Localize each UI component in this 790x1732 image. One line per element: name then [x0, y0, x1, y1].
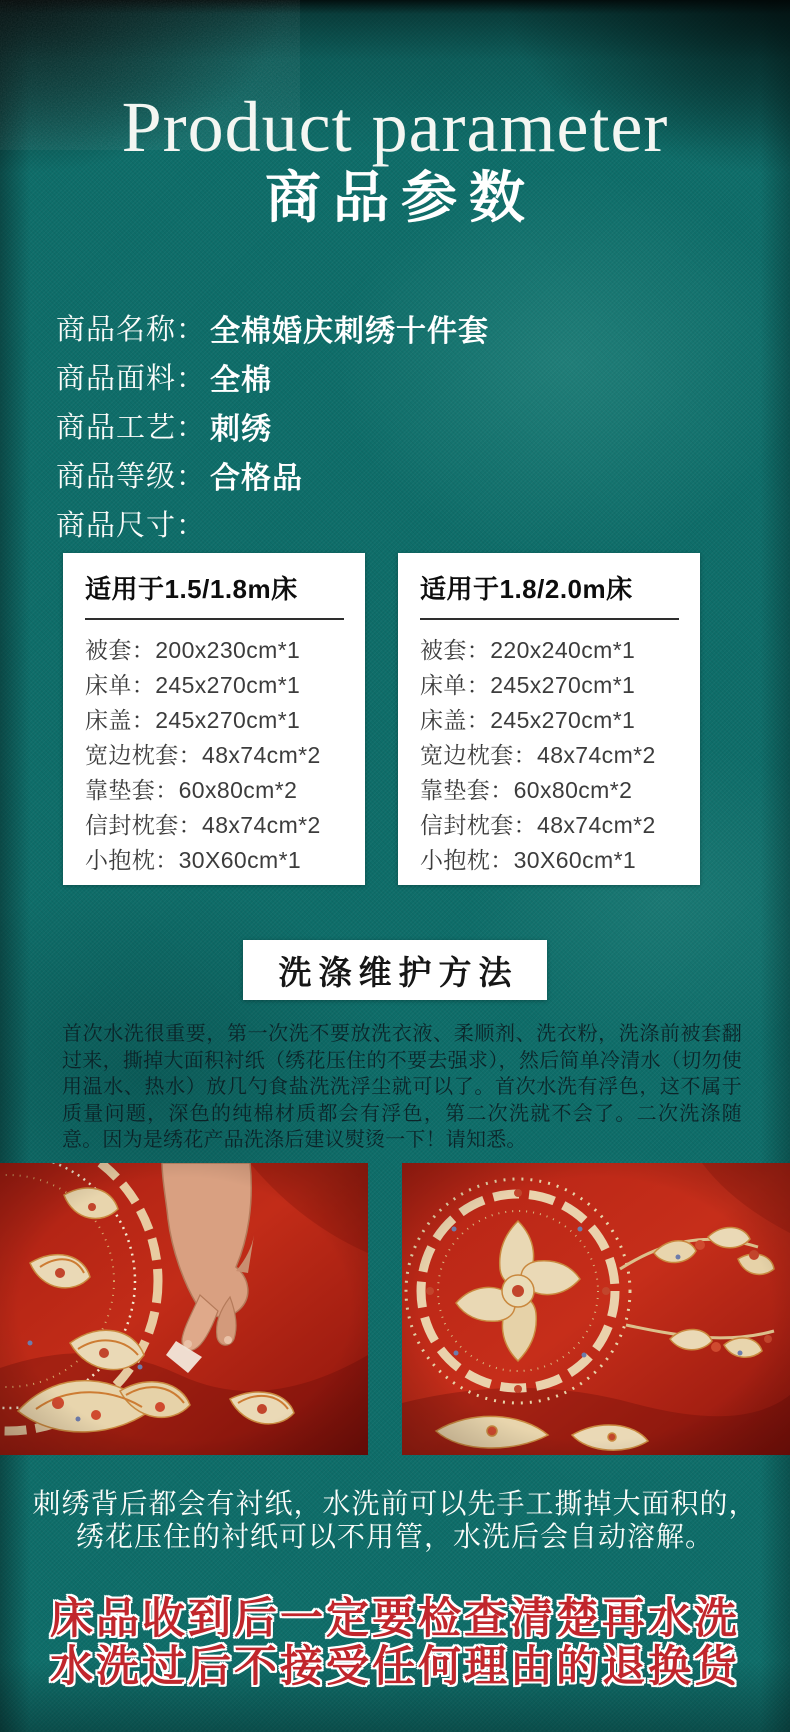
size-line: 小抱枕：30X60cm*1 — [85, 847, 302, 873]
size-line: 床单：245x270cm*1 — [85, 672, 301, 698]
warning-line-2: 水洗过后不接受任何理由的退换货 — [50, 1644, 740, 1691]
care-instructions: 首次水洗很重要，第一次洗不要放洗衣液、柔顺剂、洗衣粉，洗涤前被套翻过来，撕掉大面积衬纸（绣花压住的不要去强求），然后简单冷清水（切勿使用温水、热水）放几勺食盐洗洗浮尘就可以了。首次水洗有浮色，这不属于质量问题，深色的纯棉材质都会有浮色，第二次洗就不会了。二次洗涤随意。因为是绣花产品洗涤后建议熨烫一下！请知悉。 — [62, 1023, 742, 1152]
info-row-size — [56, 499, 489, 548]
info-label: 商品工艺： — [56, 412, 207, 444]
size-line: 信封枕套：48x74cm*2 — [420, 812, 656, 838]
care-method-title: 洗涤维护方法 — [278, 955, 519, 992]
info-row-fabric — [56, 352, 489, 401]
page-title-chinese: 商品参数 — [265, 168, 537, 230]
size-line: 被套：200x230cm*1 — [85, 637, 301, 663]
warning-text — [0, 1596, 790, 1692]
size-line: 床单：245x270cm*1 — [420, 672, 636, 698]
care-method-title-box — [243, 940, 547, 1000]
info-row-craft — [56, 401, 489, 450]
product-info-list — [56, 303, 489, 548]
info-value: 合格品 — [210, 461, 304, 495]
info-row-grade — [56, 450, 489, 499]
size-line-list — [85, 633, 347, 878]
info-value: 刺绣 — [210, 412, 273, 446]
embroidery-medallion-illustration — [402, 1163, 790, 1455]
size-line: 信封枕套：48x74cm*2 — [85, 812, 321, 838]
info-value: 全棉 — [210, 363, 273, 397]
size-card-1_8-2_0m — [398, 553, 700, 885]
photo-row — [0, 1163, 790, 1455]
size-line: 床盖：245x270cm*1 — [85, 707, 301, 733]
info-label: 商品面料： — [56, 363, 207, 395]
lining-note-line-2: 绣花压住的衬纸可以不用管，水洗后会自动溶解。 — [75, 1522, 714, 1553]
warning-line-1: 床品收到后一定要检查清楚再水洗 — [50, 1596, 740, 1643]
info-label: 商品名称： — [56, 314, 207, 346]
page-title-english: Product parameter — [121, 87, 669, 167]
divider-line — [420, 618, 679, 620]
size-line: 床盖：245x270cm*1 — [420, 707, 636, 733]
photo-embroidery-hand-peeling — [0, 1163, 368, 1455]
embroidery-hand-illustration — [0, 1163, 368, 1455]
size-line: 靠垫套：60x80cm*2 — [420, 777, 633, 803]
size-line: 小抱枕：30X60cm*1 — [420, 847, 637, 873]
size-line: 宽边枕套：48x74cm*2 — [85, 742, 321, 768]
size-line: 靠垫套：60x80cm*2 — [85, 777, 298, 803]
size-card-header: 适用于1.5/1.8m床 — [85, 574, 298, 604]
divider-line — [85, 618, 344, 620]
info-row-name — [56, 303, 489, 352]
photo-embroidery-medallion — [402, 1163, 790, 1455]
size-line: 被套：220x240cm*1 — [420, 637, 636, 663]
info-label: 商品尺寸： — [56, 510, 207, 542]
size-card-1_5-1_8m — [63, 553, 365, 885]
info-value: 全棉婚庆刺绣十件套 — [210, 314, 490, 348]
size-line-list — [420, 633, 682, 878]
size-card-header: 适用于1.8/2.0m床 — [420, 574, 633, 604]
lining-note-line-1: 刺绣背后都会有衬纸，水洗前可以先手工撕掉大面积的， — [32, 1489, 758, 1520]
size-line: 宽边枕套：48x74cm*2 — [420, 742, 656, 768]
info-label: 商品等级： — [56, 461, 207, 493]
